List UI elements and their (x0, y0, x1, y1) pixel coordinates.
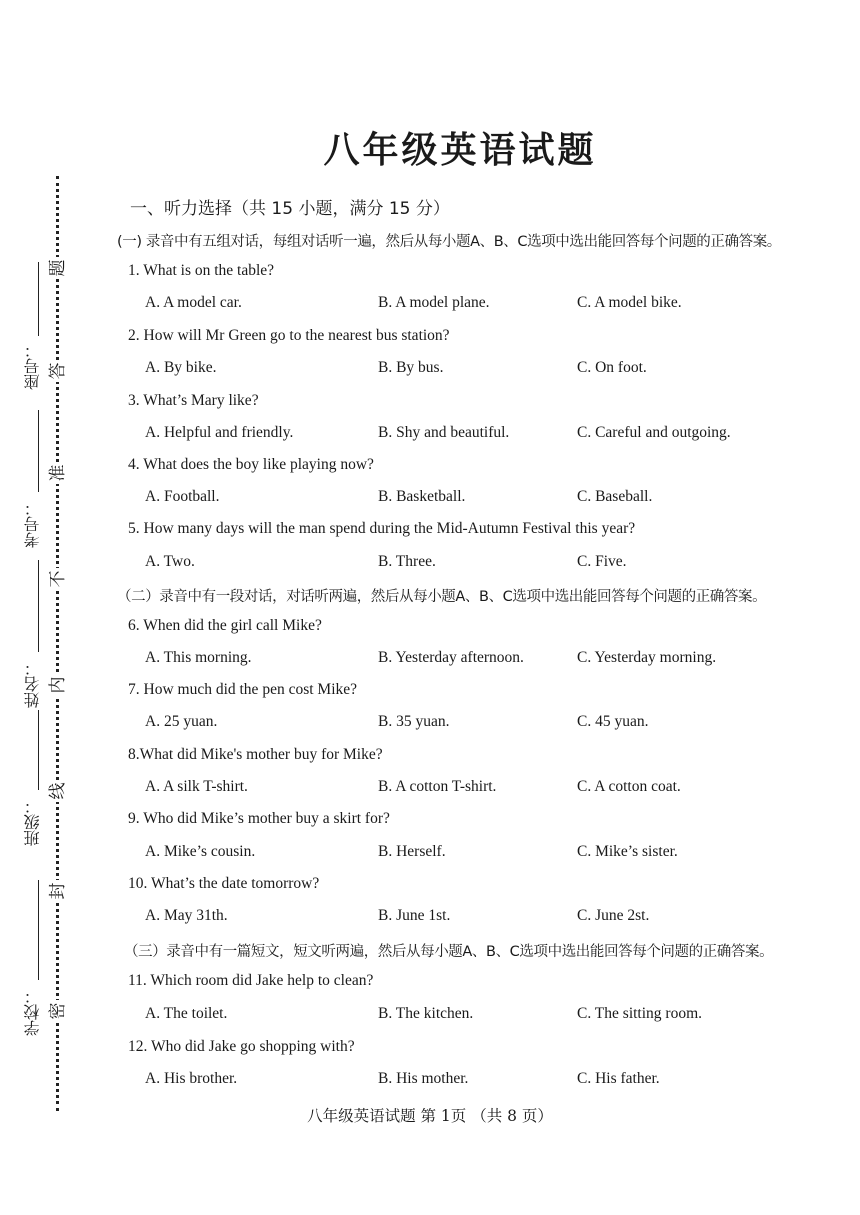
answer-option[interactable]: A. His brother. (145, 1070, 238, 1087)
answer-option[interactable]: B. Herself. (378, 843, 446, 860)
question-text: 7. How much did the pen cost Mike? (128, 681, 358, 698)
question-text: 1. What is on the table? (128, 262, 275, 279)
answer-option[interactable]: A. Mike’s cousin. (145, 843, 256, 860)
answer-option[interactable]: C. Baseball. (577, 488, 653, 505)
answer-option[interactable]: C. The sitting room. (577, 1005, 703, 1022)
seal-char: 准 (47, 462, 69, 484)
seal-char: 不 (47, 568, 69, 590)
answer-option[interactable]: A. Helpful and friendly. (145, 424, 294, 441)
seat-number-field-blank[interactable] (38, 262, 39, 336)
class-field-blank[interactable] (38, 710, 39, 790)
question-text: 5. How many days will the man spend during the Mid-Autumn Festival this year? (128, 520, 636, 537)
seal-char: 线 (47, 780, 69, 802)
school-field-blank[interactable] (38, 880, 39, 980)
section-heading: 一、听力选择（共 15 小题，满分 15 分） (130, 199, 450, 219)
seal-char: 答 (47, 360, 69, 382)
answer-option[interactable]: B. By bus. (378, 359, 444, 376)
answer-option[interactable]: C. A model bike. (577, 294, 682, 311)
answer-option[interactable]: C. His father. (577, 1070, 660, 1087)
answer-option[interactable]: C. A cotton coat. (577, 778, 681, 795)
part-instruction: (一) 录音中有五组对话，每组对话听一遍，然后从每小题A、B、C选项中选出能回答每个问题的正确答案。 (117, 234, 781, 250)
answer-option[interactable]: B. A model plane. (378, 294, 490, 311)
question-text: 10. What’s the date tomorrow? (128, 875, 320, 892)
part-instruction: （二）录音中有一段对话，对话听两遍，然后从每小题A、B、C选项中选出能回答每个问题的正确答案。 (117, 589, 767, 605)
answer-option[interactable]: B. Three. (378, 553, 436, 570)
answer-option[interactable]: A. The toilet. (145, 1005, 228, 1022)
answer-option[interactable]: C. On foot. (577, 359, 647, 376)
answer-option[interactable]: C. June 2st. (577, 907, 650, 924)
answer-option[interactable]: A. A silk T-shirt. (145, 778, 248, 795)
binding-dotted-line (56, 176, 59, 1111)
answer-option[interactable]: B. 35 yuan. (378, 713, 450, 730)
page-title: 八年级英语试题 (323, 129, 597, 171)
question-text: 8.What did Mike's mother buy for Mike? (128, 746, 383, 763)
answer-option[interactable]: C. Five. (577, 553, 627, 570)
seal-char: 题 (47, 257, 69, 279)
answer-option[interactable]: A. 25 yuan. (145, 713, 218, 730)
answer-option[interactable]: C. Careful and outgoing. (577, 424, 731, 441)
answer-option[interactable]: B. Yesterday afternoon. (378, 649, 524, 666)
question-text: 9. Who did Mike’s mother buy a skirt for? (128, 810, 390, 827)
question-text: 4. What does the boy like playing now? (128, 456, 374, 473)
question-text: 3. What’s Mary like? (128, 392, 259, 409)
answer-option[interactable]: C. 45 yuan. (577, 713, 649, 730)
answer-option[interactable]: A. Two. (145, 553, 195, 570)
name-field-blank[interactable] (38, 560, 39, 652)
exam-number-field-blank[interactable] (38, 410, 39, 492)
seal-char: 密 (47, 1000, 69, 1022)
answer-option[interactable]: B. A cotton T-shirt. (378, 778, 497, 795)
answer-option[interactable]: B. June 1st. (378, 907, 451, 924)
answer-option[interactable]: C. Mike’s sister. (577, 843, 678, 860)
seat-number-field-label: 座号： (23, 342, 42, 390)
answer-option[interactable]: A. May 31th. (145, 907, 228, 924)
part-instruction: （三）录音中有一篇短文，短文听两遍，然后从每小题A、B、C选项中选出能回答每个问题的正确答案。 (124, 944, 774, 960)
answer-option[interactable]: A. Football. (145, 488, 220, 505)
question-text: 12. Who did Jake go shopping with? (128, 1038, 355, 1055)
answer-option[interactable]: B. Basketball. (378, 488, 466, 505)
answer-option[interactable]: A. By bike. (145, 359, 217, 376)
question-text: 11. Which room did Jake help to clean? (128, 972, 374, 989)
answer-option[interactable]: B. Shy and beautiful. (378, 424, 510, 441)
answer-option[interactable]: A. This morning. (145, 649, 252, 666)
seal-char: 内 (47, 674, 69, 696)
question-text: 2. How will Mr Green go to the nearest bus station? (128, 327, 450, 344)
answer-option[interactable]: A. A model car. (145, 294, 242, 311)
answer-option[interactable]: B. His mother. (378, 1070, 469, 1087)
page-footer: 八年级英语试题 第 1页 （共 8 页） (307, 1107, 553, 1125)
class-field-label: 班级： (23, 798, 42, 846)
seal-char: 封 (47, 880, 69, 902)
school-field-label: 学校： (23, 988, 42, 1036)
exam-number-field-label: 考号： (23, 500, 42, 548)
answer-option[interactable]: B. The kitchen. (378, 1005, 474, 1022)
question-text: 6. When did the girl call Mike? (128, 617, 322, 634)
answer-option[interactable]: C. Yesterday morning. (577, 649, 717, 666)
name-field-label: 姓名： (23, 660, 42, 708)
